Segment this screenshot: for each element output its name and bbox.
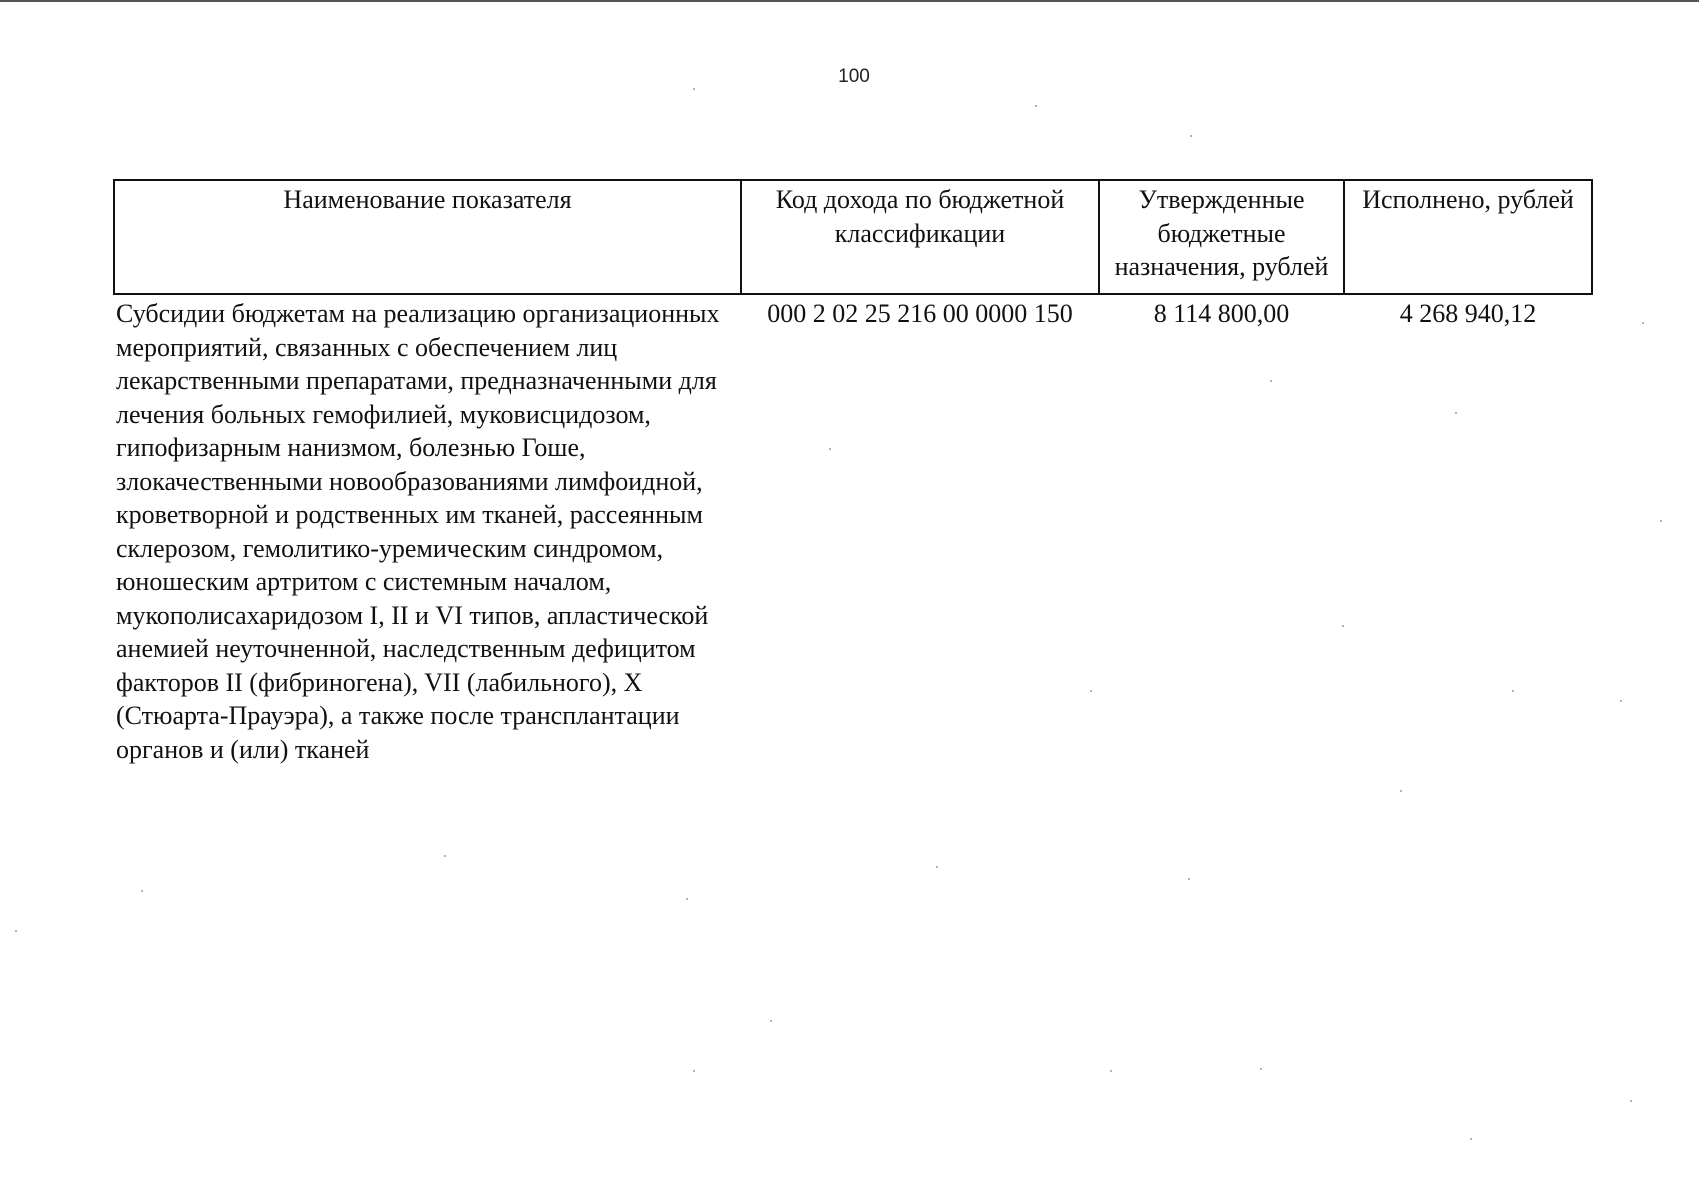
row-income-code: 000 2 02 25 216 00 0000 150 <box>767 299 1073 328</box>
page-number: 100 <box>838 66 870 87</box>
top-border-line <box>0 0 1699 2</box>
scan-speck <box>1455 412 1457 414</box>
scan-speck <box>1630 1100 1632 1102</box>
row-approved-amount: 8 114 800,00 <box>1153 299 1290 328</box>
header-executed-amount: Исполнено, рублей <box>1344 180 1592 294</box>
scan-speck <box>1470 1138 1472 1140</box>
scan-speck <box>1342 625 1344 627</box>
scan-speck <box>1090 690 1092 692</box>
scan-speck <box>444 855 446 857</box>
scan-speck <box>936 866 938 868</box>
row-indicator-name: Субсидии бюджетам на реализацию организационных мероприятий, связанных с обеспечением лиц лекарственными препаратами, предназначенными для лечения больных гемофилией, муковисцидозом, гипофизарным нанизмом, болезнью Гоше, злокачественными новообразованиями лимфоидной, кроветворной и родственных им тканей, рассеянным склерозом, гемолитико-уремическим синдромом, юношеским артритом с системным началом, мукополисахаридозом I, II и VI типов, апластической анемией неуточненной, наследственным дефицитом факторов II (фибриногена), VII (лабильного), X (Стюарта-Прауэра), а также после трансплантации органов и (или) тканей <box>116 299 720 764</box>
scan-speck <box>1110 1070 1112 1072</box>
scan-speck <box>1660 520 1662 522</box>
scan-speck <box>693 1070 695 1072</box>
header-approved-amount: Утвержденные бюджетные назначения, рублей <box>1099 180 1344 294</box>
table-header-row <box>114 180 1592 294</box>
scan-speck <box>1620 700 1622 702</box>
scan-speck <box>829 448 831 450</box>
scan-speck <box>1400 790 1402 792</box>
scan-speck <box>1512 690 1514 692</box>
header-income-code: Код дохода по бюджетной классификации <box>741 180 1099 294</box>
scan-speck <box>1270 380 1272 382</box>
scan-speck <box>1188 878 1190 880</box>
scan-speck <box>1260 1068 1262 1070</box>
scan-speck <box>141 890 143 892</box>
scan-speck <box>1642 322 1644 324</box>
scan-speck <box>1035 105 1037 107</box>
scan-speck <box>1190 135 1192 137</box>
scan-speck <box>770 1020 772 1022</box>
header-indicator-name: Наименование показателя <box>114 180 741 294</box>
row-executed-amount: 4 268 940,12 <box>1399 299 1537 328</box>
scan-speck <box>693 88 695 90</box>
scan-speck <box>686 898 688 900</box>
budget-table <box>113 179 1593 766</box>
scan-speck <box>15 930 17 932</box>
table-row <box>114 294 1592 766</box>
